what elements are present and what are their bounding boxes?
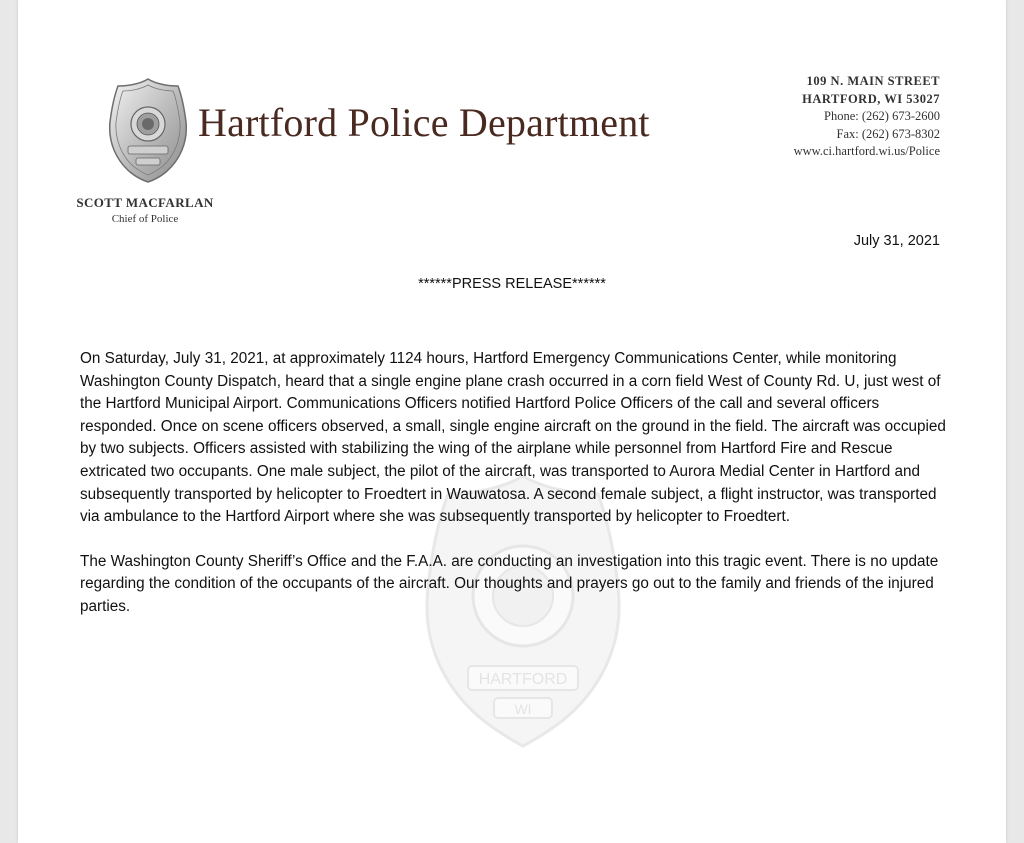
press-release-page — [18, 0, 1006, 843]
police-badge-icon — [106, 76, 190, 184]
watermark-text-bottom: WI — [514, 701, 532, 717]
press-release-body — [80, 348, 950, 641]
address-phone: Phone: (262) 673-2600 — [824, 109, 940, 123]
body-paragraph-2: The Washington County Sheriff’s Office and the F.A.A. are conducting an investigation into this tragic event. There is no update regarding the condition of the occupants of the aircraft. Our thoughts and prayers go out to the family and friends of the injured parties. — [80, 552, 939, 615]
release-date: July 31, 2021 — [853, 233, 940, 249]
press-release-heading: ******PRESS RELEASE****** — [418, 276, 606, 292]
body-paragraph-1: On Saturday, July 31, 2021, at approximately 1124 hours, Hartford Emergency Communications Center, while monitoring Washington County Dispatch, heard that a single engine plane crash occurred in a corn field West of County Rd. U, just west of the Hartford Municipal Airport. Communications Officers notified Hartford Police Officers of the call and several officers responded. Once on scene officers observed, a small, single engine aircraft on the ground in the field. The aircraft was occupied by two subjects. Officers assisted with stabilizing the wing of the airplane while personnel from Hartford Fire and Rescue extricated two occupants. One male subject, the pilot of the aircraft, was transported to Aurora Medial Center in Hartford and subsequently transported by helicopter to Froedtert in Wauwatosa. A second female subject, a flight instructor, was transported via ambulance to the Hartford Airport where she was subsequently transported by helicopter to Froedtert. — [80, 350, 946, 526]
department-title: Hartford Police Department — [198, 100, 650, 145]
chief-name: SCOTT MACFARLAN — [76, 195, 214, 210]
watermark-text-top: HARTFORD — [478, 671, 568, 688]
address-city: HARTFORD, WI 53027 — [802, 91, 940, 106]
department-address-block — [794, 73, 940, 161]
address-street: 109 N. MAIN STREET — [806, 74, 940, 88]
address-fax: Fax: (262) 673-8302 — [836, 126, 940, 141]
chief-block — [65, 195, 225, 225]
address-website: www.ci.hartford.wi.us/Police — [793, 144, 940, 158]
chief-title: Chief of Police — [111, 213, 179, 225]
